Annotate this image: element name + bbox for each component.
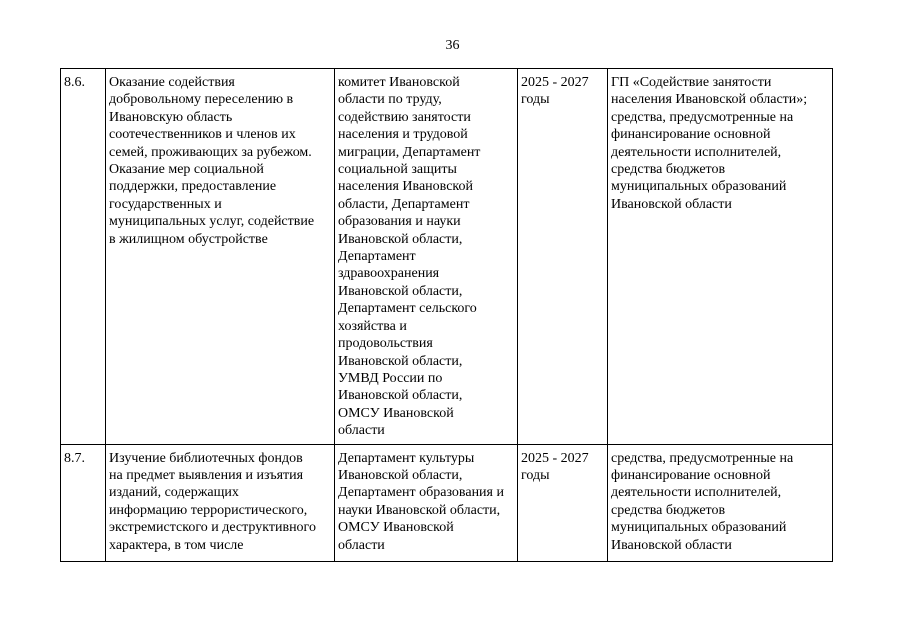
item-number-cell: 8.7. xyxy=(61,444,106,561)
table-row xyxy=(61,444,833,561)
item-number-cell: 8.6. xyxy=(61,69,106,445)
activity-cell: Изучение библиотечных фондов на предмет выявления и изъятия изданий, содержащих информацию террористического, экстремистского и деструктивного характера, в том числе xyxy=(106,444,335,561)
funding-cell: средства, предусмотренные на финансирование основной деятельности исполнителей, средства бюджетов муниципальных образований Ивановской области xyxy=(608,444,833,561)
page-number: 36 xyxy=(445,38,460,53)
period-cell: 2025 - 2027 годы xyxy=(518,69,608,445)
funding-cell: ГП «Содействие занятости населения Ивановской области»; средства, предусмотренные на финансирование основной деятельности исполнителей, средства бюджетов муниципальных образований Ивановской области xyxy=(608,69,833,445)
executors-cell: комитет Ивановской области по труду, содействию занятости населения и трудовой миграции, Департамент социальной защиты населения Ивановской области, Департамент образования и науки Ивановской области, Департамент здравоохранения Ивановской области, Департамент сельского хозяйства и продовольствия Ивановской области, УМВД России по Ивановской области, ОМСУ Ивановской области xyxy=(335,69,518,445)
period-cell: 2025 - 2027 годы xyxy=(518,444,608,561)
activity-cell: Оказание содействия добровольному переселению в Ивановскую область соотечественников и членов их семей, проживающих за рубежом. Оказание мер социальной поддержки, предоставление государственных и муниципальных услуг, содействие в жилищном обустройстве xyxy=(106,69,335,445)
measures-table xyxy=(60,68,833,562)
executors-cell: Департамент культуры Ивановской области, Департамент образования и науки Ивановской области, ОМСУ Ивановской области xyxy=(335,444,518,561)
table-row xyxy=(61,69,833,445)
